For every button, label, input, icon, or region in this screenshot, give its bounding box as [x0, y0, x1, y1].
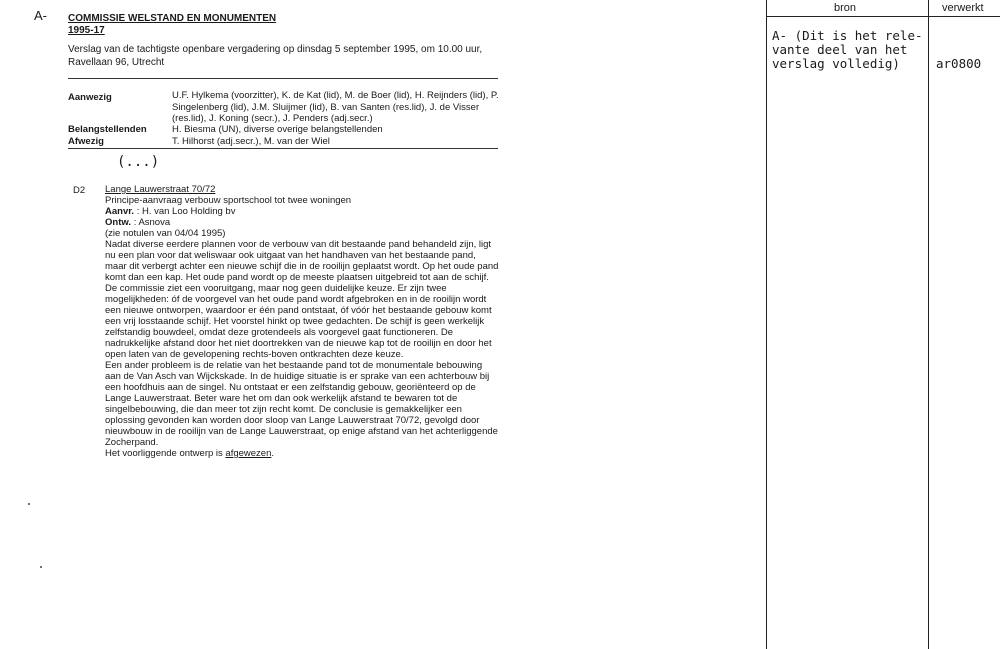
meeting-line-1: Verslag van de tachtigste openbare vergadering op dinsdag 5 september 1995, om 10.00 uur, — [68, 44, 483, 55]
omission-marker: (...) — [117, 154, 160, 170]
paragraph-1: Nadat diverse eerdere plannen voor de verbouw van dit bestaande pand behandeld zijn, ligt nu een plan voor dat weliswaar ook uitgaat van het handhaven van het bestaande pand, maar dit verbergt achter een nieuwe schijf die in de rooilijn geplaatst wordt. Op het oude pand komt dan een kap. Het oude pand wordt op de meeste plaatsen uitgebreid tot aan de schijf. — [105, 239, 499, 283]
designer-value: : Asnova — [133, 217, 171, 228]
present-names: U.F. Hylkema (voorzitter), K. de Kat (lid), M. de Boer (lid), H. Reijnders (lid), P. Singelenberg (lid), J.M. Sluijmer (lid), B. van Santen (res.lid), J. de Visser (res.lid), J. Koning (secr.), J. Penders (adj.secr.) — [172, 90, 499, 124]
absent-label: Afwezig — [68, 136, 104, 147]
scan-dot — [40, 566, 42, 568]
applicant-row — [105, 206, 500, 217]
designer-label: Ontw. — [105, 217, 132, 228]
processed-code: ar0800 — [936, 56, 982, 71]
applicant-label: Aanvr. — [105, 206, 135, 217]
item-body — [105, 184, 500, 459]
item-code: D2 — [73, 185, 86, 196]
designer-row — [105, 217, 500, 228]
source-note-line-1: A- (Dit is het rele- — [772, 28, 923, 43]
conclusion-verdict: afgewezen — [225, 448, 272, 459]
conclusion-suffix: . — [271, 448, 274, 459]
conclusion-prefix: Het voorliggende ontwerp is — [105, 448, 226, 459]
applicant-value: : H. van Loo Holding bv — [136, 206, 236, 217]
present-label: Aanwezig — [68, 92, 112, 103]
item-subtitle: Principe-aanvraag verbouw sportschool tot twee woningen — [105, 195, 352, 206]
conclusion — [105, 448, 500, 459]
paragraph-3: Een ander probleem is de relatie van het bestaande pand tot de monumentale bebouwing aan de Van Asch van Wijckskade. In de huidige situatie is er sprake van een achterbouw bij een hoofdhuis aan de singel. Nu ontstaat er een zelfstandig gebouw, georiënteerd op de Lange Lauwerstraat. Beter ware het om dan ook werkelijk afstand te bewaren tot de singelbebouwing, die dan meer tot zijn recht komt. De conclusie is gemakkelijker een oplossing gevonden kan worden door sloop van Lange Lauwerstraat 70/72, gevolgd door nieuwbouw in de rooilijn van de Lange Lauwerstraat, op enige afstand van het achterliggende Zocherpand. — [105, 360, 498, 448]
header-divider — [68, 78, 498, 79]
stakeholders-label: Belangstellenden — [68, 124, 147, 135]
source-column-header: bron — [834, 2, 857, 14]
attendance-divider — [68, 148, 498, 149]
processed-column-header: verwerkt — [942, 2, 984, 14]
source-note-line-3: verslag volledig) — [772, 56, 900, 71]
sidebar-header-rule — [766, 16, 1000, 17]
margin-mark: A- — [34, 8, 47, 23]
scan-dot — [28, 503, 30, 505]
stakeholders-names: H. Biesma (UN), diverse overige belangstellenden — [172, 124, 383, 135]
item-title: Lange Lauwerstraat 70/72 — [105, 184, 216, 195]
report-reference: 1995-17 — [68, 25, 105, 36]
notes-reference: (zie notulen van 04/04 1995) — [105, 228, 226, 239]
sidebar-left-border — [766, 0, 767, 649]
sidebar-column-divider — [928, 0, 929, 649]
absent-names: T. Hilhorst (adj.secr.), M. van der Wiel — [172, 136, 330, 147]
meeting-line-2: Ravellaan 96, Utrecht — [68, 57, 165, 68]
source-note-line-2: vante deel van het — [772, 42, 908, 57]
paragraph-2: De commissie ziet een vooruitgang, maar nog geen duidelijke keuze. Er zijn twee mogelijkheden: óf de voorgevel van het oude pand wordt afgebroken en in de rooilijn wordt een nieuwe ontworpen, waardoor er één pand ontstaat, óf vóór het bestaande gebouw komt een vrij losstaande schijf. Het voorstel hinkt op twee gedachten. De schijf is geen werkelijk zelfstandig bouwdeel, omdat deze grotendeels als voorgevel gaat functioneren. De nadrukkelijke afstand door het niet doortrekken van de nieuwe kap tot de rooilijn en door het open laten van de gevelopening rechts-boven ontkrachten deze keuze. — [105, 283, 492, 360]
organization-title: COMMISSIE WELSTAND EN MONUMENTEN — [68, 13, 277, 24]
